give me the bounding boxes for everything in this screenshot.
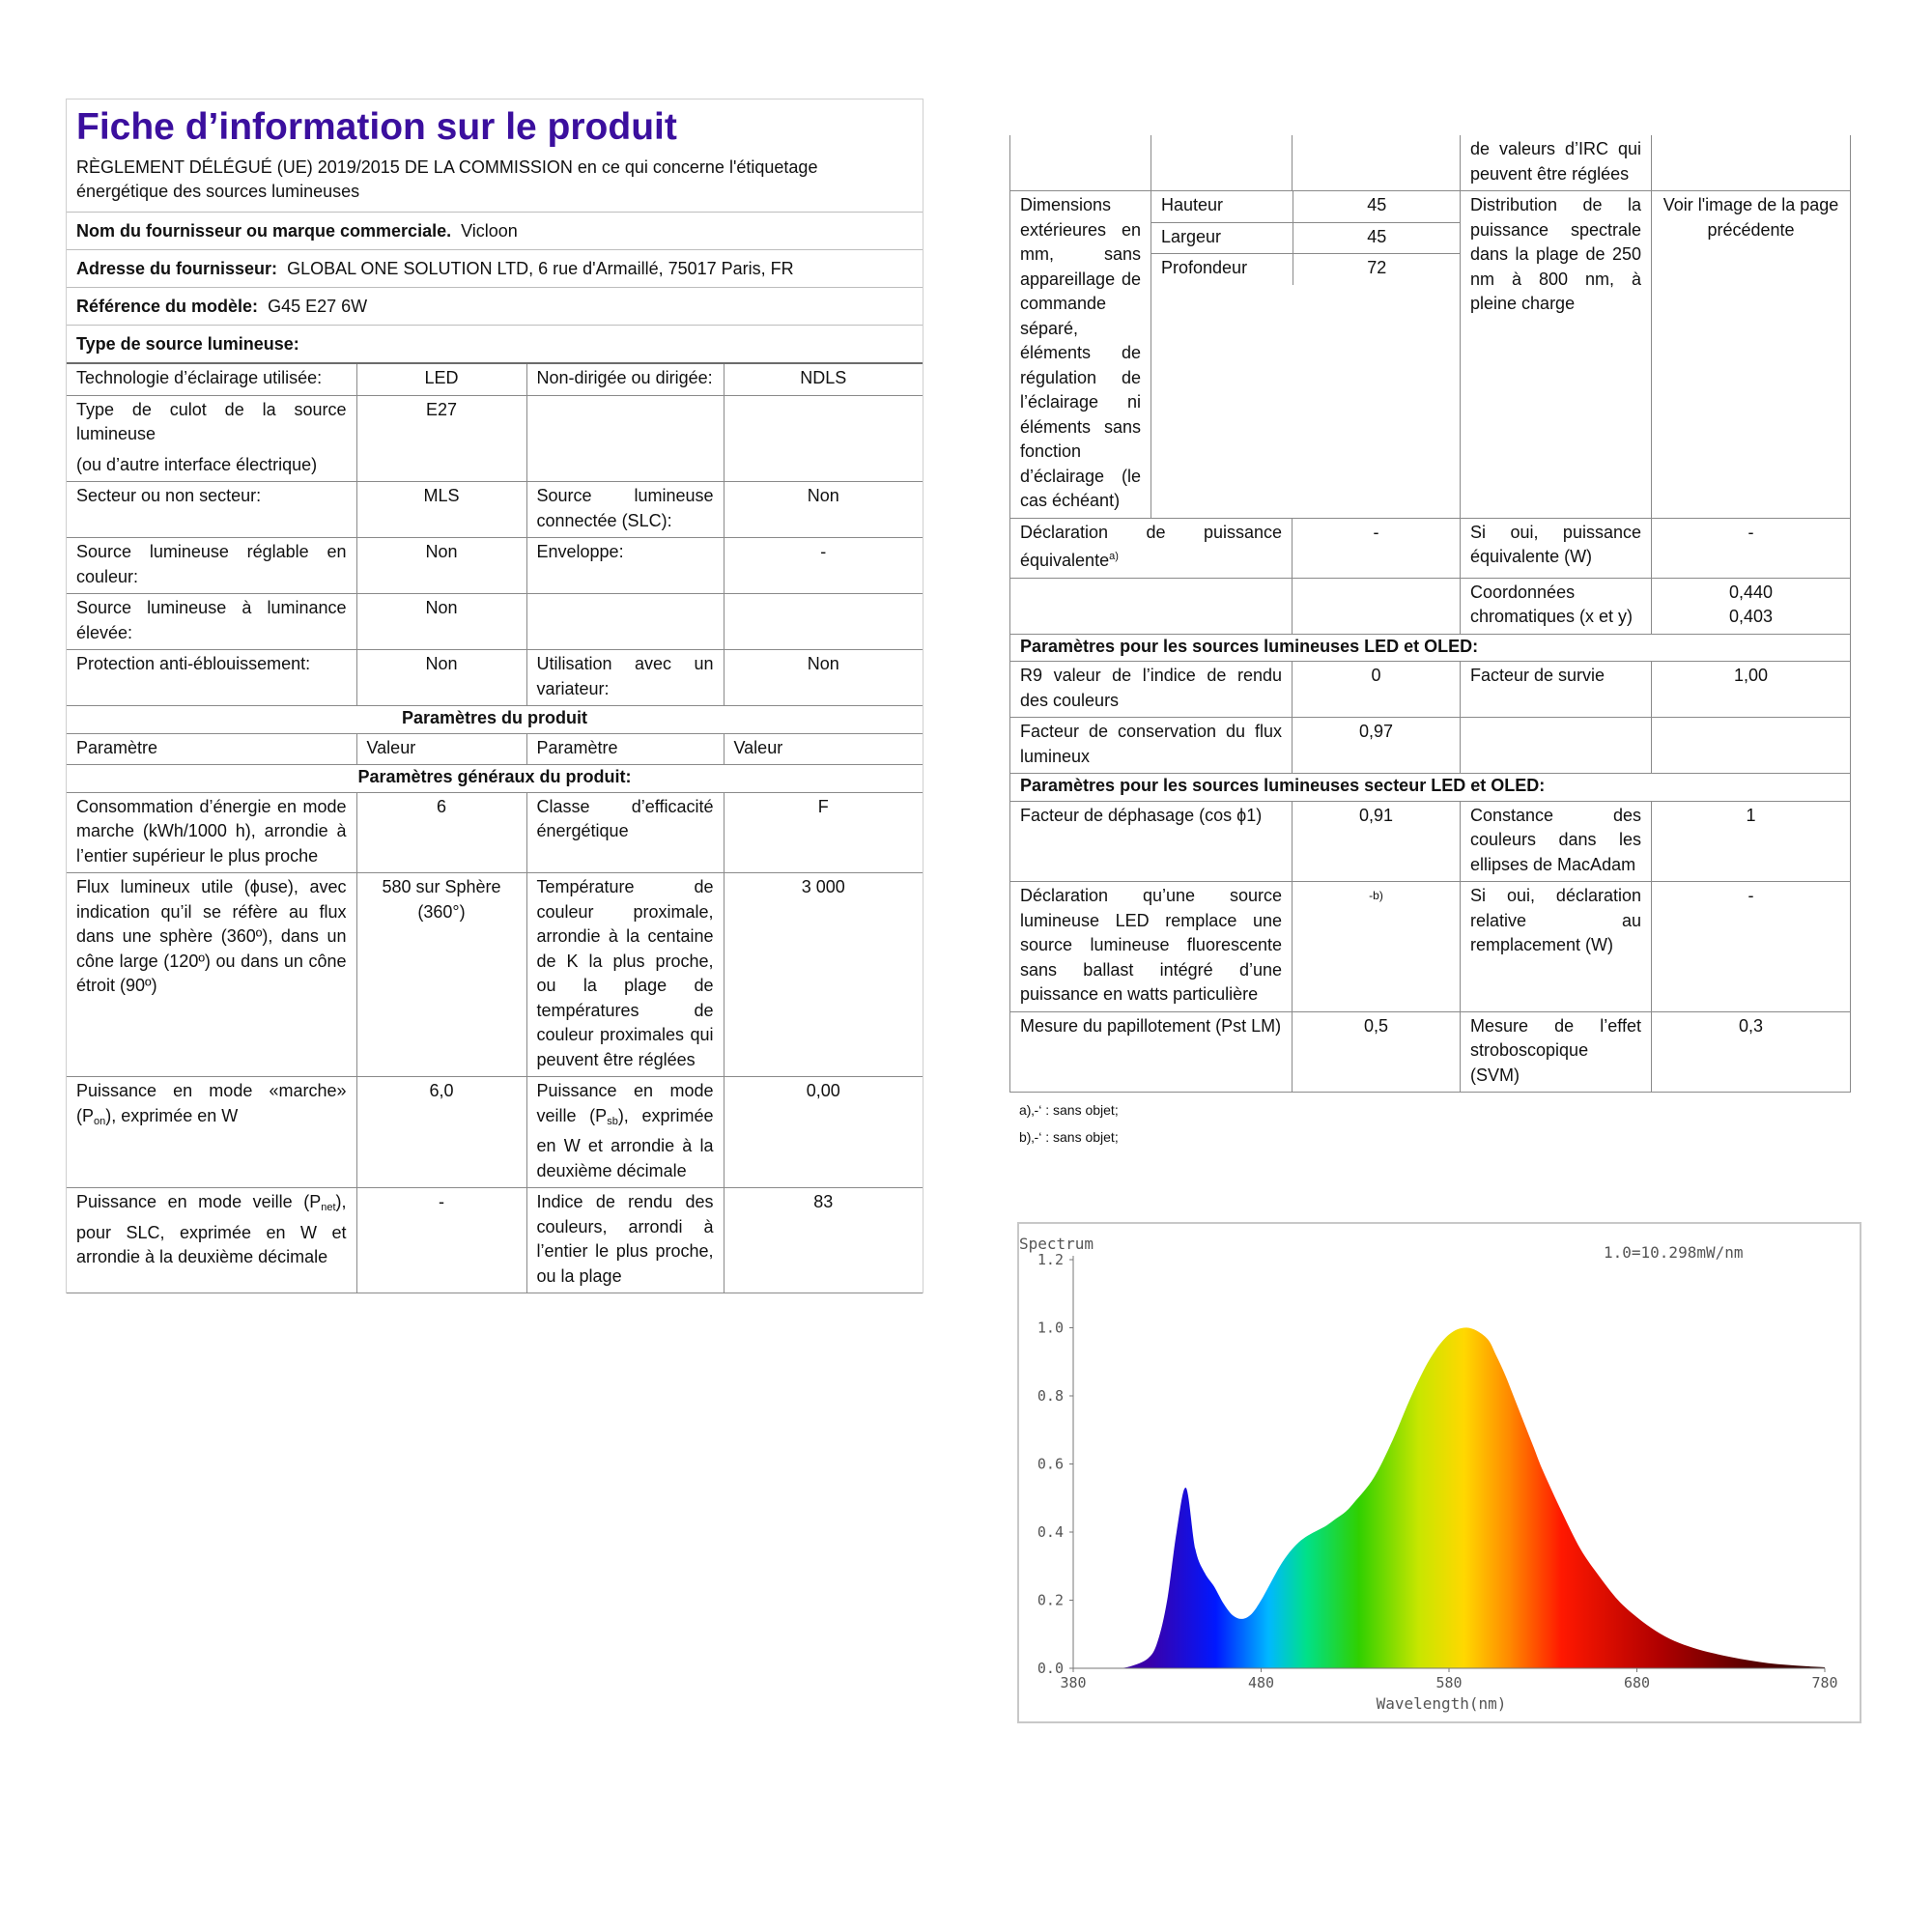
cell-value: LED (356, 363, 526, 395)
y-tick-label: 0.6 (1037, 1455, 1064, 1473)
x-tick-label: 380 (1060, 1674, 1087, 1691)
cell-empty (526, 395, 724, 482)
y-tick-label: 0.8 (1037, 1387, 1064, 1405)
cell-label: Dimensions extérieures en mm, sans appareillage de commande séparé, éléments de régulation de l’éclairage ni éléments sans fonction d’éclairage (le cas échéant) (1010, 191, 1151, 519)
label-part: ), exprimée en W et arrondie à la deuxième décimale (536, 1105, 714, 1180)
cell-label: Température de couleur proximale, arrondie à la centaine de K la plus proche, ou la plage de températures de couleur proximales qui peuvent être réglées (526, 873, 724, 1077)
cell-label: Enveloppe: (526, 538, 724, 594)
cell-label: Distribution de la puissance spectrale dans la plage de 250 nm à 800 nm, à pleine charge (1461, 191, 1652, 519)
spectrum-area (1073, 1327, 1825, 1668)
cell-label (67, 395, 356, 482)
label-subscript: on (94, 1115, 106, 1127)
regulation-text: RÈGLEMENT DÉLÉGUÉ (UE) 2019/2015 DE LA COMMISSION en ce qui concerne l'étiquetage énergétique des sources lumineuses (76, 157, 818, 201)
cell-label: Flux lumineux utile (ϕuse), avec indication qu’il se réfère au flux dans une sphère (360º), dans un cône large (120º) ou dans un cône étroit (90º) (67, 873, 356, 1077)
address-line (67, 249, 923, 287)
label-part: Déclaration de puissance équivalente (1020, 522, 1282, 570)
dimension-row (1151, 191, 1461, 222)
cell-value: - (1293, 518, 1461, 578)
cell-label (67, 1077, 356, 1188)
cell-label: Source lumineuse à luminance élevée: (67, 594, 356, 650)
cell-empty (526, 594, 724, 650)
page-title: Fiche d’information sur le produit (76, 106, 677, 148)
cell-value: 1,00 (1652, 662, 1851, 718)
cell-value: 83 (724, 1188, 923, 1293)
x-tick-label: 780 (1811, 1674, 1838, 1691)
table-row (67, 650, 923, 706)
address-label: Adresse du fournisseur: (76, 259, 278, 278)
cell-empty (1293, 578, 1461, 634)
table-row (67, 1188, 923, 1293)
table-row (67, 395, 923, 482)
section-title: Paramètres pour les sources lumineuses secteur LED et OLED: (1010, 774, 1851, 802)
dimensions-table (1151, 191, 1461, 285)
table-row (1010, 882, 1851, 1012)
cell-label: Constance des couleurs dans les ellipses de MacAdam (1461, 801, 1652, 882)
cell-value: 6 (356, 792, 526, 873)
section-row (67, 706, 923, 734)
table-row (67, 538, 923, 594)
supplier-line (67, 212, 923, 249)
spectrum-chart (1017, 1222, 1861, 1723)
left-page (66, 99, 923, 1293)
cell-value (1652, 578, 1851, 634)
left-table (67, 362, 923, 1293)
cell-label-line: Type de culot de la source lumineuse (76, 399, 347, 443)
cell-label: Protection anti-éblouissement: (67, 650, 356, 706)
cell-value: 0,00 (724, 1077, 923, 1188)
cell-label: de valeurs d’IRC qui peuvent être réglées (1461, 135, 1652, 191)
label-part: Puissance en mode veille (P (76, 1192, 322, 1211)
cell-empty (724, 395, 923, 482)
cell-label: Non-dirigée ou dirigée: (526, 363, 724, 395)
dimension-label: Profondeur (1151, 254, 1293, 285)
supplier-value: Vicloon (461, 221, 518, 241)
dimension-value: 72 (1367, 258, 1387, 277)
cell-label: Facteur de survie (1461, 662, 1652, 718)
table-row (1010, 135, 1851, 191)
cell-label: Mesure de l’effet stroboscopique (SVM) (1461, 1011, 1652, 1093)
chroma-x: 0,440 (1728, 582, 1774, 602)
cell-label: Si oui, déclaration relative au remplacement (W) (1461, 882, 1652, 1012)
cell-label: Facteur de déphasage (cos ϕ1) (1010, 801, 1293, 882)
table-row (67, 1077, 923, 1188)
right-page (1009, 135, 1850, 1151)
x-tick-label: 680 (1623, 1674, 1651, 1691)
column-header: Valeur (724, 733, 923, 765)
cell-value: F (724, 792, 923, 873)
cell-value: - (724, 538, 923, 594)
section-row (1010, 634, 1851, 662)
model-line (67, 287, 923, 325)
table-row (67, 594, 923, 650)
model-value: G45 E27 6W (268, 297, 368, 316)
dimension-row (1151, 254, 1461, 285)
label-subscript: net (321, 1202, 336, 1213)
cell-value: -b) (1293, 882, 1461, 1012)
cell-empty (1652, 135, 1851, 191)
cell-label: Source lumineuse connectée (SLC): (526, 482, 724, 538)
cell-value: Non (356, 650, 526, 706)
cell-value: E27 (356, 395, 526, 482)
spectrum-svg (1019, 1224, 1860, 1721)
table-row (1010, 662, 1851, 718)
section-row (67, 765, 923, 793)
cell-value: - (1652, 518, 1851, 578)
column-header: Paramètre (526, 733, 724, 765)
y-tick-label: 0.0 (1037, 1660, 1064, 1677)
cell-label: Déclaration qu’une source lumineuse LED remplace une source lumineuse fluorescente sans ballast intégré d’une puissance en watts particulière (1010, 882, 1293, 1012)
table-row (67, 482, 923, 538)
cell-value: 0,91 (1293, 801, 1461, 882)
cell-label: Classe d’efficacité énergétique (526, 792, 724, 873)
type-line (67, 325, 923, 362)
cell-empty (1461, 718, 1652, 774)
table-row (67, 792, 923, 873)
cell-value: Non (724, 650, 923, 706)
label-subscript: sb (607, 1115, 618, 1127)
cell-value: 3 000 (724, 873, 923, 1077)
section-title: Paramètres pour les sources lumineuses LED et OLED: (1010, 634, 1851, 662)
cell-label: Mesure du papillotement (Pst LM) (1010, 1011, 1293, 1093)
cell-empty (1010, 578, 1293, 634)
section-title: Paramètres généraux du produit: (67, 765, 923, 793)
label-part: Puissance en mode «marche» (P (76, 1081, 347, 1125)
label-part: Puissance en mode veille (P (536, 1081, 714, 1125)
header-row (67, 733, 923, 765)
x-axis-label: Wavelength(nm) (1376, 1694, 1507, 1713)
table-row (1010, 191, 1851, 519)
footnote-ref: a) (1109, 551, 1119, 562)
column-header: Paramètre (67, 733, 356, 765)
cell-value: 6,0 (356, 1077, 526, 1188)
cell-empty (1293, 135, 1461, 191)
cell-value: MLS (356, 482, 526, 538)
right-table (1009, 135, 1851, 1093)
supplier-label: Nom du fournisseur ou marque commerciale. (76, 221, 452, 241)
table-row (1010, 518, 1851, 578)
cell-value: 0 (1293, 662, 1461, 718)
cell-label (526, 1077, 724, 1188)
cell-value: 0,5 (1293, 1011, 1461, 1093)
table-row (67, 873, 923, 1077)
table-row (1010, 801, 1851, 882)
table-row (1010, 718, 1851, 774)
y-tick-label: 0.4 (1037, 1523, 1064, 1541)
label-part: ), pour SLC, exprimée en W et arrondie à la deuxième décimale (76, 1192, 347, 1266)
cell-label-line: (ou d’autre interface électrique) (76, 454, 318, 474)
cell-label: Coordonnées chromatiques (x et y) (1461, 578, 1652, 634)
cell-empty (1151, 135, 1293, 191)
x-tick-label: 580 (1435, 1674, 1463, 1691)
chart-title: Spectrum (1019, 1235, 1094, 1253)
cell-label: Facteur de conservation du flux lumineux (1010, 718, 1293, 774)
cell-value: - (356, 1188, 526, 1293)
cell-value: - (1652, 882, 1851, 1012)
cell-empty (1652, 718, 1851, 774)
chart-annotation: 1.0=10.298mW/nm (1604, 1243, 1744, 1262)
x-tick-label: 480 (1247, 1674, 1275, 1691)
cell-value: NDLS (724, 363, 923, 395)
y-tick-label: 1.2 (1037, 1251, 1064, 1268)
cell-label: Si oui, puissance équivalente (W) (1461, 518, 1652, 578)
cell-label: R9 valeur de l’indice de rendu des couleurs (1010, 662, 1293, 718)
table-row (67, 363, 923, 395)
y-tick-label: 1.0 (1037, 1319, 1064, 1337)
chroma-y: 0,403 (1728, 607, 1774, 626)
table-row (1010, 1011, 1851, 1093)
dimension-value: 45 (1293, 191, 1461, 222)
address-value: GLOBAL ONE SOLUTION LTD, 6 rue d'Armaillé, 75017 Paris, FR (287, 259, 794, 278)
cell-label: Consommation d’énergie en mode marche (kWh/1000 h), arrondie à l’entier supérieur le plus proche (67, 792, 356, 873)
section-row (1010, 774, 1851, 802)
cell-label (1010, 518, 1293, 578)
cell-value: Voir l'image de la page précédente (1652, 191, 1851, 519)
cell-empty (1010, 135, 1151, 191)
cell-value: 1 (1652, 801, 1851, 882)
cell-label (67, 1188, 356, 1293)
cell-label: Technologie d’éclairage utilisée: (67, 363, 356, 395)
type-label: Type de source lumineuse: (76, 334, 299, 354)
y-tick-label: 0.2 (1037, 1591, 1064, 1609)
footnote-a: a)‚-‘ : sans objet; (1019, 1102, 1119, 1118)
dimension-label: Hauteur (1151, 191, 1293, 222)
dimensions-cell (1151, 191, 1461, 519)
cell-label: Source lumineuse réglable en couleur: (67, 538, 356, 594)
cell-label: Utilisation avec un variateur: (526, 650, 724, 706)
table-row (1010, 578, 1851, 634)
label-part: ), exprimée en W (105, 1105, 239, 1125)
cell-label: Secteur ou non secteur: (67, 482, 356, 538)
dimension-label: Largeur (1151, 222, 1293, 254)
cell-value: 0,97 (1293, 718, 1461, 774)
cell-empty (724, 594, 923, 650)
cell-value: 0,3 (1652, 1011, 1851, 1093)
cell-value: Non (724, 482, 923, 538)
footnote-b: b)‚-‘ : sans objet; (1019, 1129, 1119, 1145)
section-title: Paramètres du produit (67, 706, 923, 734)
cell-label: Indice de rendu des couleurs, arrondi à l’entier le plus proche, ou la plage (526, 1188, 724, 1293)
dimension-row (1151, 222, 1461, 254)
cell-value: 580 sur Sphère (360°) (356, 873, 526, 1077)
dimension-value: 45 (1293, 222, 1461, 254)
column-header: Valeur (356, 733, 526, 765)
cell-value: Non (356, 594, 526, 650)
cell-value: Non (356, 538, 526, 594)
model-label: Référence du modèle: (76, 297, 259, 316)
